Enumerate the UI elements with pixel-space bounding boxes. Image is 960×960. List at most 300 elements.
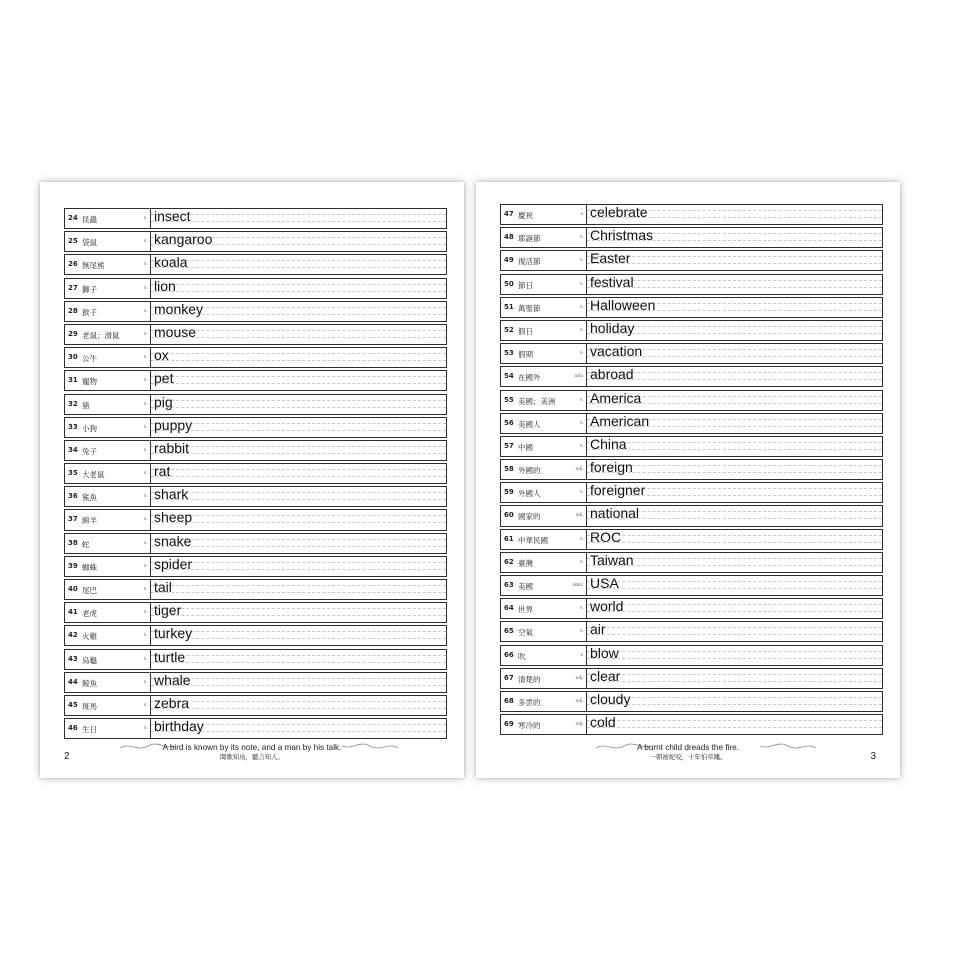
english-word: monkey xyxy=(154,300,204,317)
writing-box xyxy=(586,553,882,572)
chinese-meaning: 中華民國 xyxy=(518,535,548,545)
vocab-row xyxy=(500,320,883,341)
entry-number: 38 xyxy=(68,538,78,547)
guide-line xyxy=(151,638,446,639)
chinese-meaning: 美國；美洲 xyxy=(518,396,556,406)
part-of-speech: n. xyxy=(579,327,584,333)
vocab-row xyxy=(64,254,447,275)
guide-line xyxy=(151,476,446,477)
chinese-meaning: 復活節 xyxy=(518,257,541,267)
chinese-meaning: 假日 xyxy=(518,326,533,336)
guide-line xyxy=(587,634,882,635)
part-of-speech: n. xyxy=(143,378,148,384)
english-word: American xyxy=(590,412,650,429)
vocab-list xyxy=(500,204,883,737)
part-of-speech: n. xyxy=(143,331,148,337)
english-word: cold xyxy=(590,714,616,731)
entry-number: 29 xyxy=(68,329,78,338)
chinese-meaning: 多雲的 xyxy=(518,697,541,707)
guide-line xyxy=(587,611,882,612)
chinese-meaning: 空氣 xyxy=(518,628,533,638)
writing-box xyxy=(586,344,882,363)
part-of-speech: n. xyxy=(579,351,584,357)
entry-number: 61 xyxy=(504,534,514,543)
proverb-chinese: 聞歌知鳥，聽言知人。 xyxy=(220,753,284,761)
english-word: Halloween xyxy=(590,296,656,313)
chinese-meaning: 兔子 xyxy=(82,446,97,456)
vocab-row xyxy=(500,691,883,712)
part-of-speech: n. xyxy=(143,424,148,430)
english-word: celebrate xyxy=(590,204,648,220)
writing-box xyxy=(150,464,446,483)
writing-box xyxy=(586,483,882,502)
chinese-meaning: 外國的 xyxy=(518,466,541,476)
guide-line xyxy=(151,400,446,401)
part-of-speech: n. xyxy=(143,656,148,662)
guide-line xyxy=(587,720,882,721)
part-of-speech: n. xyxy=(143,308,148,314)
writing-box xyxy=(586,669,882,688)
entry-number: 60 xyxy=(504,511,514,520)
guide-line xyxy=(151,214,446,215)
part-of-speech: n. xyxy=(143,679,148,685)
vocab-row xyxy=(64,672,447,693)
english-word: ROC xyxy=(590,528,622,545)
vocab-row xyxy=(500,645,883,666)
vocab-row xyxy=(64,324,447,345)
entry-number: 44 xyxy=(68,677,78,686)
guide-line xyxy=(587,604,882,605)
part-of-speech: adj. xyxy=(575,513,584,519)
english-word: world xyxy=(590,598,624,615)
english-word: ox xyxy=(154,347,169,364)
guide-line xyxy=(151,608,446,609)
vocab-row xyxy=(500,598,883,619)
vocab-row xyxy=(64,463,447,484)
guide-line xyxy=(151,291,446,292)
entry-number: 32 xyxy=(68,399,78,408)
guide-line xyxy=(151,615,446,616)
vocab-row xyxy=(500,575,883,596)
guide-line xyxy=(151,569,446,570)
chinese-meaning: 鯊魚 xyxy=(82,493,97,503)
vocab-row xyxy=(64,556,447,577)
entry-number: 68 xyxy=(504,696,514,705)
writing-box xyxy=(586,437,882,456)
english-word: China xyxy=(590,435,627,452)
entry-number: 52 xyxy=(504,325,514,334)
entry-number: 40 xyxy=(68,585,78,593)
writing-box xyxy=(586,205,882,224)
entry-number: 24 xyxy=(68,214,78,222)
writing-box xyxy=(150,232,446,251)
vocab-row xyxy=(500,668,883,689)
guide-line xyxy=(151,492,446,493)
entry-number: 55 xyxy=(504,395,514,404)
part-of-speech: n. xyxy=(143,262,148,268)
writing-box xyxy=(586,414,882,433)
part-of-speech: n. xyxy=(579,420,584,426)
english-word: turkey xyxy=(154,625,193,642)
part-of-speech: n. xyxy=(579,443,584,449)
writing-box xyxy=(586,715,882,734)
guide-line xyxy=(587,727,882,728)
english-word: rat xyxy=(154,463,171,480)
chinese-meaning: 昆蟲 xyxy=(82,215,97,224)
part-of-speech: n. xyxy=(579,397,584,403)
writing-box xyxy=(586,576,882,595)
writing-box xyxy=(586,622,882,641)
vocab-row xyxy=(500,250,883,271)
part-of-speech: n. xyxy=(143,447,148,453)
part-of-speech: n. xyxy=(143,633,148,639)
entry-number: 48 xyxy=(504,233,514,242)
guide-line xyxy=(151,446,446,447)
chinese-meaning: 火雞 xyxy=(82,632,97,642)
vocab-row xyxy=(64,625,447,646)
chinese-meaning: 慶祝 xyxy=(518,211,533,220)
writing-box xyxy=(586,275,882,294)
page-number: 3 xyxy=(870,751,876,762)
part-of-speech: n. xyxy=(579,258,584,264)
vocab-row xyxy=(64,417,447,438)
chinese-meaning: 獅子 xyxy=(82,284,97,294)
entry-number: 30 xyxy=(68,353,78,362)
guide-line xyxy=(587,442,882,443)
english-word: pig xyxy=(154,393,173,410)
entry-number: 37 xyxy=(68,515,78,524)
writing-box xyxy=(150,673,446,692)
vocab-row xyxy=(500,505,883,526)
chinese-meaning: 在國外 xyxy=(518,373,541,383)
guide-line xyxy=(587,658,882,659)
chinese-meaning: 假期 xyxy=(518,350,533,360)
entry-number: 31 xyxy=(68,376,78,385)
chinese-meaning: 耶誕節 xyxy=(518,234,541,244)
guide-line xyxy=(151,499,446,500)
entry-number: 27 xyxy=(68,283,78,292)
vocab-list xyxy=(64,208,447,741)
guide-line xyxy=(151,423,446,424)
chinese-meaning: 老鼠；滑鼠 xyxy=(82,330,120,340)
proverb-english: A bird is known by its note, and a man by his talk. xyxy=(162,743,342,752)
chinese-meaning: 烏龜 xyxy=(82,655,97,665)
vocab-row xyxy=(500,552,883,573)
english-word: America xyxy=(590,389,642,406)
chinese-meaning: 小狗 xyxy=(82,423,97,433)
part-of-speech: n. xyxy=(579,559,584,565)
writing-box xyxy=(150,441,446,460)
chinese-meaning: 寒冷的 xyxy=(518,721,541,731)
english-word: Taiwan xyxy=(590,551,634,568)
chinese-meaning: 臺灣 xyxy=(518,558,533,568)
entry-number: 36 xyxy=(68,492,78,501)
chinese-meaning: 蛇 xyxy=(82,539,90,549)
entry-number: 64 xyxy=(504,604,514,613)
part-of-speech: n. xyxy=(143,216,148,221)
writing-box xyxy=(150,487,446,506)
english-word: kangaroo xyxy=(154,231,213,248)
guide-line xyxy=(151,631,446,632)
part-of-speech: n. xyxy=(143,285,148,291)
entry-number: 33 xyxy=(68,422,78,431)
entry-number: 43 xyxy=(68,654,78,663)
proverb xyxy=(40,742,464,762)
guide-line xyxy=(151,376,446,377)
english-word: national xyxy=(590,505,640,522)
english-word: vacation xyxy=(590,343,643,360)
entry-number: 58 xyxy=(504,465,514,474)
writing-box xyxy=(586,692,882,711)
guide-line xyxy=(151,539,446,540)
part-of-speech: n. xyxy=(143,401,148,407)
writing-box xyxy=(150,255,446,274)
writing-box xyxy=(586,367,882,386)
part-of-speech: n. xyxy=(579,304,584,310)
writing-box xyxy=(586,321,882,340)
guide-line xyxy=(587,449,882,450)
vocab-row xyxy=(64,695,447,716)
part-of-speech: n. xyxy=(143,610,148,616)
guide-line xyxy=(151,267,446,268)
guide-line xyxy=(587,674,882,675)
writing-box xyxy=(150,348,446,367)
english-word: cloudy xyxy=(590,690,631,707)
vocab-row xyxy=(64,301,447,322)
guide-line xyxy=(151,592,446,593)
guide-line xyxy=(151,685,446,686)
guide-line xyxy=(151,522,446,523)
chinese-meaning: 豬 xyxy=(82,400,90,410)
part-of-speech: adj. xyxy=(575,675,584,681)
writing-box xyxy=(150,626,446,645)
guide-line xyxy=(587,535,882,536)
writing-box xyxy=(150,557,446,576)
chinese-meaning: 吹 xyxy=(518,651,526,661)
english-word: foreigner xyxy=(590,482,646,499)
chinese-meaning: 中國 xyxy=(518,442,533,452)
chinese-meaning: 國家的 xyxy=(518,512,541,522)
english-word: lion xyxy=(154,277,176,294)
vocab-row xyxy=(500,459,883,480)
writing-box xyxy=(586,251,882,270)
chinese-meaning: 清楚的 xyxy=(518,674,541,684)
entry-number: 53 xyxy=(504,349,514,358)
chinese-meaning: 袋鼠 xyxy=(82,238,97,248)
entry-number: 49 xyxy=(504,256,514,265)
part-of-speech: v. xyxy=(580,652,584,658)
entry-number: 34 xyxy=(68,445,78,454)
guide-line xyxy=(151,353,446,354)
vocab-row xyxy=(500,436,883,457)
entry-number: 39 xyxy=(68,561,78,570)
part-of-speech: adj. xyxy=(575,467,584,473)
english-word: rabbit xyxy=(154,439,190,456)
english-word: Christmas xyxy=(590,227,654,244)
entry-number: 26 xyxy=(68,260,78,269)
chinese-meaning: 美國人 xyxy=(518,419,541,429)
entry-number: 57 xyxy=(504,441,514,450)
vocab-row xyxy=(500,343,883,364)
english-word: Easter xyxy=(590,250,631,267)
guide-line xyxy=(587,263,882,264)
english-word: birthday xyxy=(154,718,204,735)
guide-line xyxy=(587,581,882,582)
part-of-speech: n. xyxy=(143,563,148,569)
writing-box xyxy=(150,580,446,599)
guide-line xyxy=(587,256,882,257)
english-word: spider xyxy=(154,555,193,572)
writing-box xyxy=(150,418,446,437)
chinese-meaning: 美國 xyxy=(518,582,533,591)
guide-line xyxy=(151,708,446,709)
vocab-row xyxy=(64,533,447,554)
entry-number: 35 xyxy=(68,469,78,478)
guide-line xyxy=(587,588,882,589)
english-word: abroad xyxy=(590,366,634,383)
vocab-row xyxy=(500,366,883,387)
english-word: turtle xyxy=(154,648,186,665)
vocab-row xyxy=(64,394,447,415)
part-of-speech: n. xyxy=(143,355,148,361)
part-of-speech: n. xyxy=(143,540,148,546)
vocab-row xyxy=(64,347,447,368)
guide-line xyxy=(151,360,446,361)
vocab-row xyxy=(64,509,447,530)
part-of-speech: n. xyxy=(579,629,584,635)
part-of-speech: adv. xyxy=(574,374,584,380)
entry-number: 65 xyxy=(504,627,514,636)
part-of-speech: adj. xyxy=(575,722,584,728)
vocab-row xyxy=(500,227,883,248)
entry-number: 59 xyxy=(504,488,514,497)
writing-box xyxy=(150,325,446,344)
entry-number: 66 xyxy=(504,650,514,659)
writing-box xyxy=(586,298,882,317)
english-word: holiday xyxy=(590,319,635,336)
english-word: tail xyxy=(154,579,172,595)
chinese-meaning: 尾巴 xyxy=(82,586,97,595)
guide-line xyxy=(587,704,882,705)
english-word: tiger xyxy=(154,602,182,619)
entry-number: 45 xyxy=(68,700,78,709)
writing-box xyxy=(150,302,446,321)
writing-box xyxy=(586,530,882,549)
guide-line xyxy=(151,407,446,408)
chinese-meaning: 萬聖節 xyxy=(518,303,541,313)
part-of-speech: n. xyxy=(143,239,148,245)
english-word: shark xyxy=(154,486,189,503)
guide-line xyxy=(151,546,446,547)
writing-box xyxy=(586,646,882,665)
english-word: sheep xyxy=(154,509,193,526)
writing-box xyxy=(150,603,446,622)
guide-line xyxy=(151,221,446,222)
entry-number: 47 xyxy=(504,210,514,218)
guide-line xyxy=(151,662,446,663)
vocab-row xyxy=(64,370,447,391)
part-of-speech: n. xyxy=(143,726,148,732)
chinese-meaning: 公牛 xyxy=(82,354,97,364)
chinese-meaning: 蜘蛛 xyxy=(82,562,97,572)
vocab-row xyxy=(64,208,447,229)
part-of-speech: n. xyxy=(579,281,584,287)
guide-line xyxy=(151,453,446,454)
vocab-row xyxy=(500,390,883,411)
part-of-speech: n. xyxy=(143,587,148,592)
writing-box xyxy=(150,534,446,553)
entry-number: 56 xyxy=(504,418,514,427)
english-word: pet xyxy=(154,370,174,387)
english-word: koala xyxy=(154,254,188,271)
guide-line xyxy=(587,651,882,652)
guide-line xyxy=(151,260,446,261)
writing-box xyxy=(586,391,882,410)
entry-number: 28 xyxy=(68,306,78,315)
part-of-speech: v. xyxy=(580,212,584,217)
part-of-speech: n. xyxy=(579,606,584,612)
part-of-speech: n. xyxy=(143,517,148,523)
entry-number: 69 xyxy=(504,720,514,729)
vocab-row xyxy=(500,274,883,295)
guide-line xyxy=(587,627,882,628)
vocab-row xyxy=(500,621,883,642)
chinese-meaning: 大老鼠 xyxy=(82,470,105,480)
entry-number: 62 xyxy=(504,557,514,566)
proverb-chinese: 一朝被蛇咬，十年怕草繩。 xyxy=(649,753,727,761)
guide-line xyxy=(151,383,446,384)
part-of-speech: n. xyxy=(579,235,584,241)
left-page xyxy=(40,182,464,778)
right-page xyxy=(476,182,900,778)
writing-box xyxy=(150,279,446,298)
chinese-meaning: 鯨魚 xyxy=(82,678,97,688)
part-of-speech: n. xyxy=(579,490,584,496)
writing-box xyxy=(586,228,882,247)
part-of-speech: n. xyxy=(143,702,148,708)
english-word: foreign xyxy=(590,459,633,476)
vocab-row xyxy=(64,718,447,739)
part-of-speech: n. xyxy=(143,471,148,477)
chinese-meaning: 無尾熊 xyxy=(82,261,105,271)
vocab-row xyxy=(500,413,883,434)
writing-box xyxy=(150,209,446,228)
writing-box xyxy=(150,395,446,414)
guide-line xyxy=(587,542,882,543)
english-word: air xyxy=(590,621,606,638)
writing-box xyxy=(150,650,446,669)
proverb xyxy=(476,742,900,762)
guide-line xyxy=(151,284,446,285)
guide-line xyxy=(587,681,882,682)
entry-number: 50 xyxy=(504,279,514,288)
writing-box xyxy=(150,371,446,390)
vocab-row xyxy=(64,231,447,252)
entry-number: 63 xyxy=(504,581,514,589)
english-word: clear xyxy=(590,667,621,684)
entry-number: 41 xyxy=(68,608,78,617)
chinese-meaning: 外國人 xyxy=(518,489,541,499)
guide-line xyxy=(151,678,446,679)
english-word: whale xyxy=(154,671,191,688)
english-word: zebra xyxy=(154,694,190,711)
vocab-row xyxy=(500,204,883,225)
guide-line xyxy=(587,697,882,698)
proverb-english: A burnt child dreads the fire. xyxy=(637,743,739,752)
part-of-speech: adj. xyxy=(575,698,584,704)
page-number: 2 xyxy=(64,751,70,762)
entry-number: 67 xyxy=(504,673,514,682)
